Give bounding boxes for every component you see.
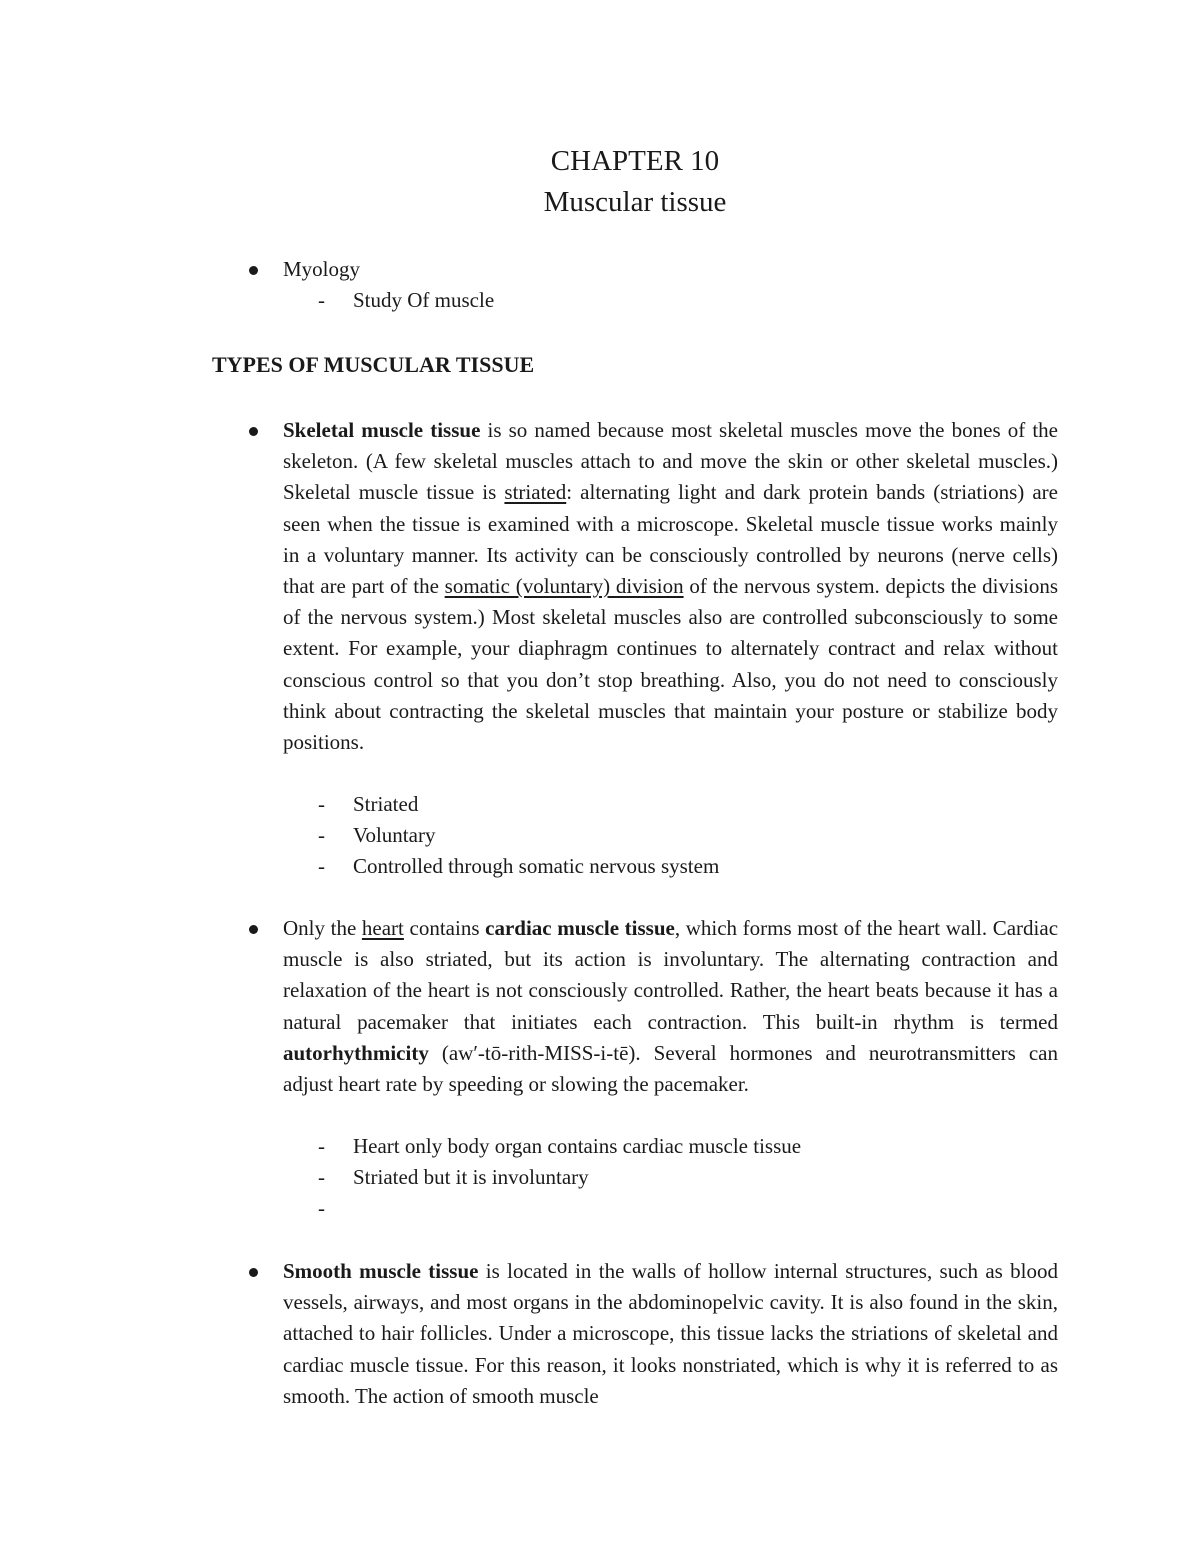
cardiac-text-1: Only the xyxy=(283,916,362,940)
skeletal-point xyxy=(318,851,719,882)
skeletal-point-text: Voluntary xyxy=(353,823,436,847)
smooth-term: Smooth muscle tissue xyxy=(283,1259,479,1283)
dash-icon: - xyxy=(318,1134,325,1158)
dash-icon: - xyxy=(318,792,325,816)
cardiac-point-text: Heart only body organ contains cardiac muscle tissue xyxy=(353,1134,802,1158)
cardiac-point-text: Striated but it is involuntary xyxy=(353,1165,589,1189)
skeletal-point-text: Controlled through somatic nervous system xyxy=(353,854,720,878)
autorhythmicity-term: autorhythmicity xyxy=(283,1040,429,1065)
skeletal-point xyxy=(318,820,435,851)
cardiac-text-3: , which forms most of the heart wall. Cardiac muscle is also striated, but its action is involuntary. The alternating contraction and relaxation of the heart is not consciously controlled. Rather, the heart beats because it has a natural pacemaker that initiates each contraction. This built-in rhythm is termed xyxy=(283,916,1059,1034)
cardiac-paragraph xyxy=(283,913,1058,1100)
dash-icon: - xyxy=(318,1165,325,1189)
cardiac-text-2: contains xyxy=(403,916,486,940)
chapter-title: CHAPTER 10 xyxy=(550,145,720,177)
skeletal-point xyxy=(318,789,418,820)
cardiac-point xyxy=(318,1131,801,1162)
heart-link[interactable]: heart xyxy=(361,916,404,940)
bullet-icon xyxy=(249,1268,258,1277)
bullet-icon xyxy=(249,925,258,934)
chapter-subtitle: Muscular tissue xyxy=(543,186,727,218)
myology-subpoint xyxy=(318,285,494,316)
skeletal-term: Skeletal muscle tissue xyxy=(283,418,481,442)
skeletal-text-2: : alternating light and dark protein bands (striations) are seen when the tissue is examined with a microscope. Skeletal muscle tissue works mainly in a voluntary manner. Its activity can be consciously controlled by neurons (nerve cells) that are part of the xyxy=(283,480,1058,599)
myology-subpoint-text: Study Of muscle xyxy=(353,288,495,312)
skeletal-text-3: of the nervous system. depicts the divisions of the nervous system.) Most skeletal muscles also are controlled subconsciously to some extent. For example, your diaphragm continues to alternately contract and relax without conscious control so that you don’t stop breathing. Also, you do not need to consciously think about contracting the skeletal muscles that maintain your posture or stabilize body positions. xyxy=(283,574,1058,755)
dash-icon: - xyxy=(318,288,325,312)
myology-term: Myology xyxy=(283,257,361,281)
somatic-division-link[interactable]: somatic (voluntary) division xyxy=(444,574,684,599)
cardiac-point xyxy=(318,1162,589,1193)
cardiac-text-4: (aw′-tō-rith-MISS-i-tē). Several hormones and neurotransmitters can adjust heart rate by speeding or slowing the pacemaker. xyxy=(283,1040,1058,1097)
bullet-icon xyxy=(249,427,258,436)
bullet-icon xyxy=(249,266,258,275)
dash-icon: - xyxy=(318,854,325,878)
cardiac-point xyxy=(318,1193,353,1224)
smooth-paragraph xyxy=(283,1256,1058,1412)
cardiac-term: cardiac muscle tissue xyxy=(485,916,675,940)
dash-icon: - xyxy=(318,1196,325,1220)
skeletal-paragraph xyxy=(283,415,1058,758)
skeletal-text-1: is so named because most skeletal muscles move the bones of the skeleton. (A few skeletal muscles attach to and move the skin or other skeletal muscles.) Skeletal muscle tissue is xyxy=(283,418,1058,505)
section-heading: TYPES OF MUSCULAR TISSUE xyxy=(212,352,535,377)
dash-icon: - xyxy=(318,823,325,847)
smooth-text-1: is located in the walls of hollow internal structures, such as blood vessels, airways, and most organs in the abdominopelvic cavity. It is also found in the skin, attached to hair follicles. Under a microscope, this tissue lacks the striations of skeletal and cardiac muscle tissue. For this reason, it looks nonstriated, which is why it is referred to as smooth. The action of smooth muscle xyxy=(283,1259,1058,1408)
skeletal-point-text: Striated xyxy=(353,792,419,816)
striated-link[interactable]: striated xyxy=(504,480,567,505)
